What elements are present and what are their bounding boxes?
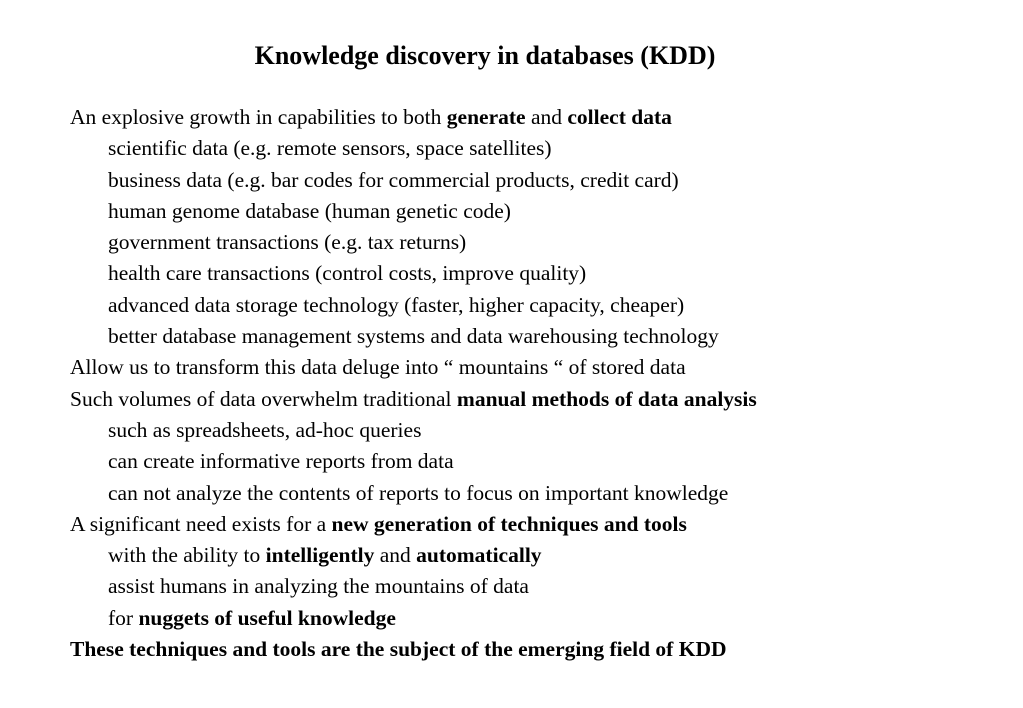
sub-bullet-line <box>70 478 757 509</box>
line-text: with the ability to <box>108 543 266 568</box>
line-text: and <box>525 105 568 129</box>
line-text: such as spreadsheets, ad-hoc queries <box>108 417 422 442</box>
line-text: business data (e.g. bar codes for commercial products, credit card) <box>108 167 679 192</box>
sub-bullet-line <box>70 258 757 289</box>
line-text: and <box>374 543 417 568</box>
emphasized-text: new generation of techniques and tools <box>331 511 687 536</box>
line-text: can not analyze the contents of reports to focus on important knowledge <box>108 480 729 505</box>
sub-bullet-line <box>70 290 757 321</box>
emphasized-text: automatically <box>416 543 542 568</box>
line-text: scientific data (e.g. remote sensors, space satellites) <box>108 136 552 161</box>
emphasized-text: collect data <box>567 105 672 129</box>
emphasized-text: manual methods of data analysis <box>456 386 757 411</box>
line-text: Such volumes of data overwhelm traditional <box>70 386 457 411</box>
line-text: human genome database (human genetic code) <box>108 198 511 223</box>
emphasized-text: generate <box>446 105 526 129</box>
line-text: A significant need exists for a <box>70 511 332 536</box>
line-text: for <box>108 605 139 630</box>
emphasized-text: intelligently <box>265 543 375 568</box>
bullet-line <box>70 352 757 383</box>
sub-bullet-line <box>70 227 757 258</box>
line-text: advanced data storage technology (faster, higher capacity, cheaper) <box>108 292 685 317</box>
emphasized-text: nuggets of useful knowledge <box>138 605 396 630</box>
sub-bullet-line <box>70 571 757 602</box>
sub-bullet-line <box>70 415 757 446</box>
bullet-line <box>70 384 757 415</box>
line-text: assist humans in analyzing the mountains of data <box>108 574 529 599</box>
line-text: can create informative reports from data <box>108 449 454 474</box>
sub-bullet-line <box>70 446 757 477</box>
line-text: An explosive growth in capabilities to both <box>70 105 447 129</box>
line-text: Allow us to transform this data deluge into “ mountains “ of stored data <box>70 355 686 380</box>
emphasized-text: These techniques and tools are the subject of the emerging field of KDD <box>70 637 727 662</box>
sub-bullet-line <box>70 321 757 352</box>
sub-bullet-line <box>70 165 757 196</box>
slide-body <box>70 102 757 665</box>
sub-bullet-line <box>70 540 757 571</box>
line-text: health care transactions (control costs, improve quality) <box>108 261 587 286</box>
sub-bullet-line <box>70 196 757 227</box>
line-text: better database management systems and data warehousing technology <box>108 324 719 349</box>
bullet-line <box>70 634 757 665</box>
line-text: government transactions (e.g. tax returns) <box>108 230 467 255</box>
bullet-line <box>70 102 757 133</box>
bullet-line <box>70 509 757 540</box>
sub-bullet-line <box>70 133 757 164</box>
sub-bullet-line <box>70 603 757 634</box>
slide-title: Knowledge discovery in databases (KDD) <box>254 41 716 70</box>
